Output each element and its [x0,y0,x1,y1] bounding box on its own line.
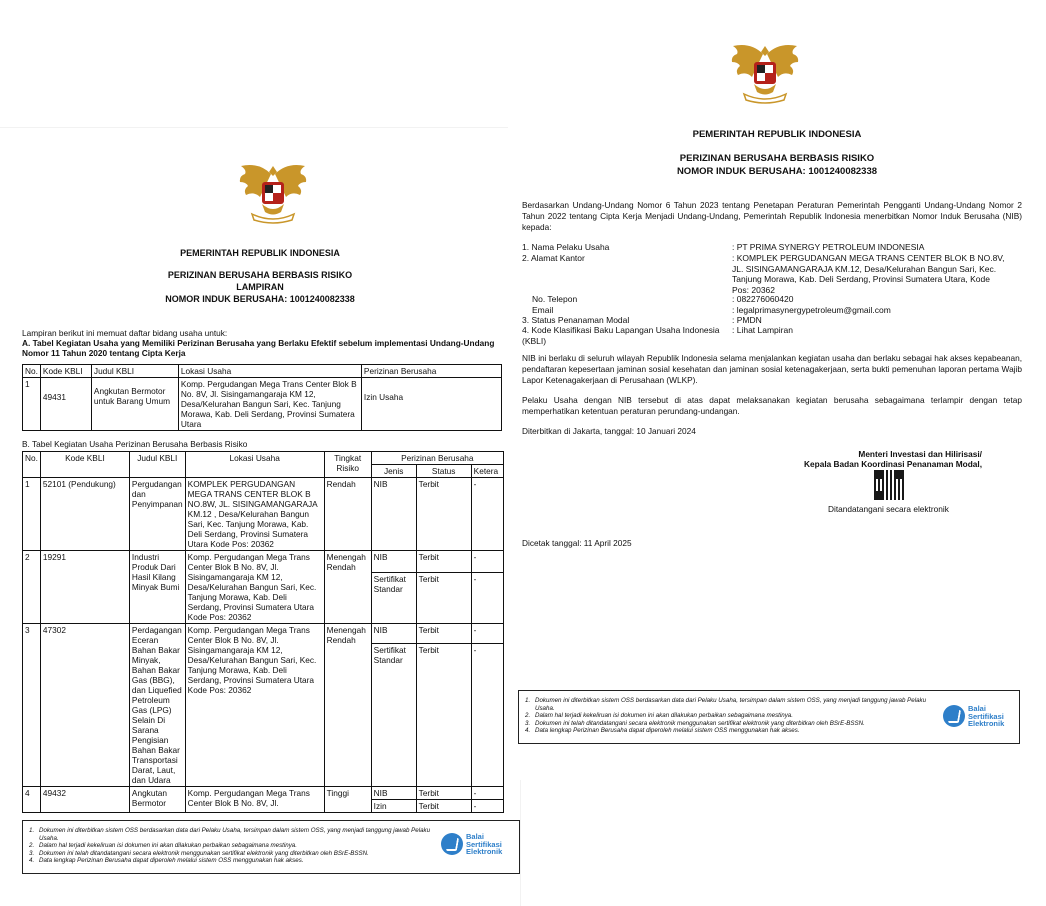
table-row: 2 19291 Industri Produk Dari Hasil Kilang Minyak Bumi Komp. Pergudangan Mega Trans Center Blok B No. 8V, Jl. Sisingamangaraja KM 12, Desa/Kelurahan Bangun Sari, Kec. Tanjung Morawa, Kab. Deli Serdang, Provinsi Sumatera Utara Kode Pos: 20362 Menengah Rendah NIB Terbit - [23,551,504,573]
footer-note: 3. Dokumen ini telah ditandatangani secara elektronik menggunakan sertifikat elektronik yang diterbitkan oleh BSrE-BSSN. [29,849,369,857]
intro-paragraph: Berdasarkan Undang-Undang Nomor 6 Tahun 2023 tentang Penetapan Peraturan Pemerintah Pengganti Undang-Undang Nomor 2 Tahun 2022 tentang Cipta Kerja Menjadi Undang-Undang, Pemerintah Republik Indonesia menerbitkan Nomor Induk Berusaha (NIB) kepada: [522,200,1022,232]
table-row: 3 47302 Perdagangan Eceran Bahan Bakar Minyak, Bahan Bakar Gas (BBG), dan Liquefied Petroleum Gas (LPG) Selain Di Sarana Pengisian Bahan Bakar Transportasi Darat, Laut, dan Udara Komp. Pergudangan Mega Trans Center Blok B No. 8V, Jl. Sisingamangaraja KM 12, Desa/Kelurahan Bangun Sari, Kec. Tanjung Morawa, Kab. Deli Serdang, Provinsi Sumatera Utara Kode Pos: 20362 Menengah Rendah NIB Terbit - [23,624,504,644]
footer-note: 1. Dokumen ini diterbitkan sistem OSS berdasarkan data dari Pelaku Usaha, tersimpan dalam sistem OSS, yang menjadi tanggung jawab Pelaku Usaha. [29,827,431,842]
signer-title: Menteri Investasi dan Hilirisasi/ [858,449,982,459]
issued-date: Diterbitkan di Jakarta, tanggal: 10 Januari 2024 [522,426,696,436]
permission-paragraph: Pelaku Usaha dengan NIB tersebut di atas dapat melaksanakan kegiatan berusaha sebagaimana terlampir dengan tetap memperhatikan ketentuan peraturan perundang-undangan. [522,395,1022,416]
footer-note: 2. Dalam hal terjadi kekeliruan isi dokumen ini akan dilakukan perbaikan sebagaimana mestinya. [525,712,793,720]
table-row: 1 52101 (Pendukung) Pergudangan dan Penyimpanan KOMPLEK PERGUDANGAN MEGA TRANS CENTER BLOK B NO.8W, JL. SISINGAMANGARAJA KM.12 , Desa/Kelurahan Bangun Sari, Kec. Tanjung Morawa, Kab. Deli Serdang, Provinsi Sumatera Utara Kode Pos: 20362 Rendah NIB Terbit - [23,478,504,551]
section-a-title-2: Nomor 11 Tahun 2020 tentang Cipta Kerja [22,348,186,358]
disclaimer-footer [22,820,520,874]
col-lokasi: Lokasi Usaha [178,365,361,378]
field-label: 2. Alamat Kantor [522,253,585,263]
footer-note: 2. Dalam hal terjadi kekeliruan isi dokumen ini akan dilakukan perbaikan sebagaimana mestinya. [29,842,297,850]
col-judul: Judul KBLI [91,365,178,378]
disclaimer-footer [518,690,1020,744]
table-row: 1 49431 Angkutan Bermotor untuk Barang Umum Komp. Pergudangan Mega Trans Center Blok B No. 8V, Jl. Sisingamangaraja KM 12, Desa/Kelurahan Bangun Sari, Kec. Tanjung Morawa, Kab. Deli Serdang, Provinsi Sumatera Utara Izin Usaha [23,378,502,431]
garuda-emblem-icon [730,40,800,108]
bsre-logo: Balai Sertifikasi Elektronik [441,833,502,856]
table-b: No. Kode KBLI Judul KBLI Lokasi Usaha Tingkat Risiko Perizinan Berusaha Jenis Status Ketera 1 52101 (Pendukung) Pergudangan dan Penyimpanan KOMPLEK PERGUDANGAN MEGA TRANS CENTER BLOK B NO.8W, JL. SISINGAMANGARAJA KM.12 , Desa/Kelurahan Bangun Sari, Kec. Tanjung Morawa, Kab. Deli Serdang, Provinsi Sumatera Utara Kode Pos: 20362 Rendah NIB Terbit - 2 19291 Industri Produk Dari Hasil Kilang Minyak Bumi Komp. Pergudangan Mega Trans Center Blok B No. 8V, Jl. Sisingamangaraja KM 12, Desa/Kelurahan Bangun Sari, Kec. Tanjung Morawa, Kab. Deli Serdang, Provinsi Sumatera Utara Kode Pos: 20362 Menengah Rendah NIB Terbit - Sertifikat Standar Terbit - 3 47302 Perdagangan Eceran Bahan Bakar Minyak, Bahan Bakar Gas (BBG), dan Liquefied Petroleum Gas (LPG) Selain Di Sarana Pengisian Bahan Bakar Transportasi Darat, Laut, dan Udara Komp. Pergudangan Mega Trans Center Blok B No. 8V, Jl. Sisingamangaraja KM 12, Desa/Kelurahan Bangun Sari, Kec. Tanjung Morawa, Kab. Deli Serdang, Provinsi Sumatera Utara Kode Pos: 20362 Menengah Rendah NIB Terbit - Sertifikat Standar Terbit - 4 49432 Angkutan Bermotor Komp. Pergudangan Mega Trans Center Blok B No. 8V, Jl. Tinggi NIB Terbit - Izin Terbit - [22,451,504,813]
gov-title: PEMERINTAH REPUBLIK INDONESIA [180,248,340,258]
section-b-title: B. Tabel Kegiatan Usaha Perizinan Berusaha Berbasis Risiko [22,439,248,449]
col-kode: Kode KBLI [40,365,91,378]
table-row: 4 49432 Angkutan Bermotor Komp. Pergudangan Mega Trans Center Blok B No. 8V, Jl. Tinggi NIB Terbit - [23,787,504,800]
field-value-telepon: : 082276060420 [732,294,794,304]
table-a [22,364,502,431]
validity-paragraph: NIB ini berlaku di seluruh wilayah Republik Indonesia selama menjalankan kegiatan usaha dan berlaku sebagai hak akses kepabeanan, pendaftaran kepesertaan jaminan sosial kesehatan dan jaminan sosial ketenagakerjaan, serta bukti pemenuhan laporan pertama Wajib Lapor Ketenagakerjaan di Perusahaan (WLKP). [522,353,1022,385]
field-label: 1. Nama Pelaku Usaha [522,242,610,252]
garuda-emblem-icon [238,160,308,228]
intro-text: Lampiran berikut ini memuat daftar bidang usaha untuk: [22,328,228,338]
field-label: Email [532,305,554,315]
doc-subtitle: LAMPIRAN [236,282,284,292]
lampiran-page [0,128,520,906]
field-value-email: : legalprimasynergypetroleum@gmail.com [732,305,891,315]
field-value-nama: : PT PRIMA SYNERGY PETROLEUM INDONESIA [732,242,925,252]
nib-page [508,0,1046,780]
signer-title-2: Kepala Badan Koordinasi Penanaman Modal, [804,459,982,469]
footer-note: 1. Dokumen ini diterbitkan sistem OSS berdasarkan data dari Pelaku Usaha, tersimpan dalam sistem OSS, yang menjadi tanggung jawab Pelaku Usaha. [525,697,927,712]
gov-title: PEMERINTAH REPUBLIK INDONESIA [692,129,862,140]
qr-code-icon [874,470,904,500]
col-no: No. [23,365,41,378]
footer-note: 4. Data lengkap Perizinan Berusaha dapat diperoleh melalui sistem OSS menggunakan hak akses. [525,727,800,735]
nib-number: NOMOR INDUK BERUSAHA: 1001240082338 [676,166,878,177]
field-label: 4. Kode Klasifikasi Baku Lapangan Usaha Indonesia (KBLI) [522,325,720,346]
doc-title: PERIZINAN BERUSAHA BERBASIS RISIKO [679,153,875,164]
doc-title: PERIZINAN BERUSAHA BERBASIS RISIKO [167,270,353,280]
bsre-icon [441,833,463,855]
col-izin: Perizinan Berusaha [361,365,501,378]
field-value-kbli: : Lihat Lampiran [732,325,793,335]
footer-note: 3. Dokumen ini telah ditandatangani secara elektronik menggunakan sertifikat elektronik yang diterbitkan oleh BSrE-BSSN. [525,719,865,727]
footer-note: 4. Data lengkap Perizinan Berusaha dapat diperoleh melalui sistem OSS menggunakan hak akses. [29,857,304,865]
printed-date: Dicetak tanggal: 11 April 2025 [522,538,632,548]
field-label: 3. Status Penanaman Modal [522,315,630,325]
field-value-status: : PMDN [732,315,762,325]
bsre-logo: Balai Sertifikasi Elektronik [943,705,1004,728]
bsre-icon [943,705,965,727]
section-a-title: A. Tabel Kegiatan Usaha yang Memiliki Perizinan Berusaha yang Berlaku Efektif sebelum implementasi Undang-Undang [22,338,495,348]
field-value-alamat: : KOMPLEK PERGUDANGAN MEGA TRANS CENTER BLOK B NO.8V, JL. SISINGAMANGARAJA KM.12, Desa/Kelurahan Bangun Sari, Kec. Tanjung Morawa, Kab. Deli Serdang, Provinsi Sumatera Utara, Kode Pos: 20362 [732,253,1005,295]
field-label: No. Telepon [532,294,578,304]
nib-number: NOMOR INDUK BERUSAHA: 1001240082338 [165,294,355,304]
signed-electronic: Ditandatangani secara elektronik [828,504,949,514]
